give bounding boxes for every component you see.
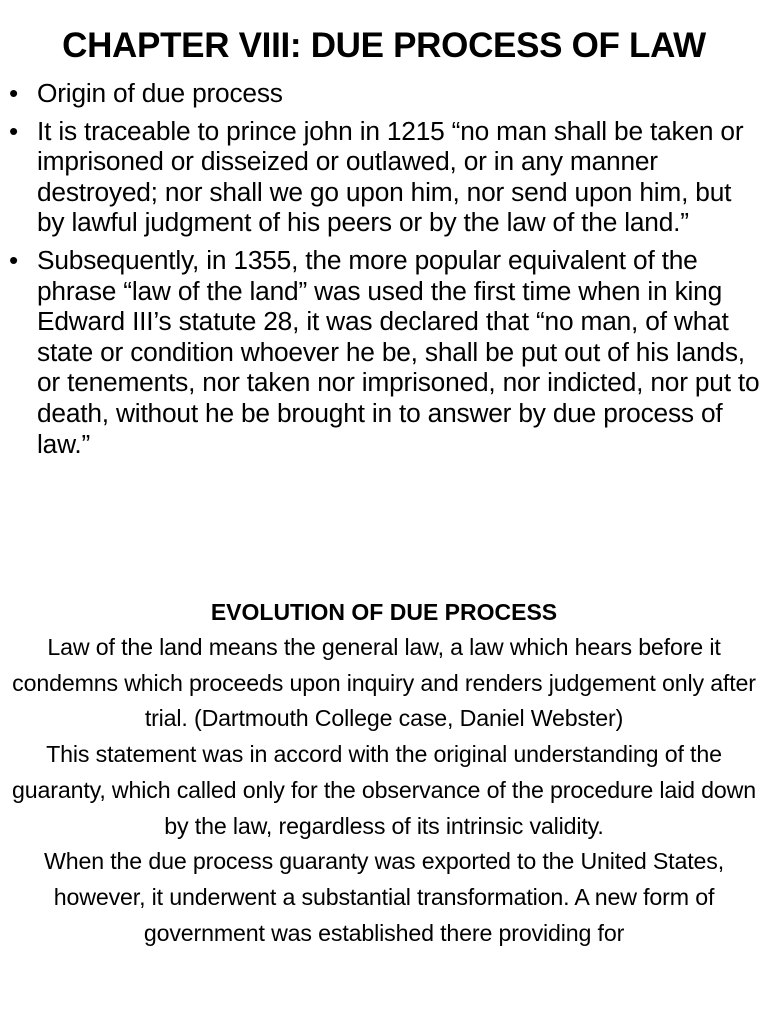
evolution-section (0, 596, 768, 951)
list-item (8, 245, 760, 459)
bullet-icon: • (9, 78, 19, 108)
bullet-text: Origin of due process (37, 78, 283, 108)
bullet-list (8, 78, 760, 466)
list-item (8, 116, 760, 238)
section-paragraph: Law of the land means the general law, a law which hears before it condemns which proceeds upon inquiry and renders judgement only after trial. (Dartmouth College case, Daniel Webster) (12, 634, 756, 732)
bullet-text: Subsequently, in 1355, the more popular equivalent of the phrase “law of the land” was used the first time when in king Edward III’s statute 28, it was declared that “no man, of what state or condition whoever he be, shall be put out of his lands, or tenements, nor taken nor imprisoned, nor indicted, nor put to death, without he be brought in to answer by due process of law.” (37, 244, 760, 459)
bullet-icon: • (9, 115, 19, 146)
section-paragraph: When the due process guaranty was exported to the United States, however, it underwent a substantial transformation. A new form of government was established there providing for (44, 848, 724, 946)
page-title: CHAPTER VIII: DUE PROCESS OF LAW (62, 26, 706, 65)
list-item (8, 78, 760, 109)
section-heading: EVOLUTION OF DUE PROCESS (210, 599, 558, 625)
section-paragraph: This statement was in accord with the original understanding of the guaranty, which called only for the observance of the procedure laid down by the law, regardless of its intrinsic validity. (12, 741, 756, 839)
bullet-text: It is traceable to prince john in 1215 “no man shall be taken or imprisoned or disseized or outlawed, or in any manner destroyed; nor shall we go upon him, nor send upon him, but by lawful judgment of his peers or by the law of the land.” (37, 115, 744, 238)
bullet-icon: • (9, 244, 19, 275)
